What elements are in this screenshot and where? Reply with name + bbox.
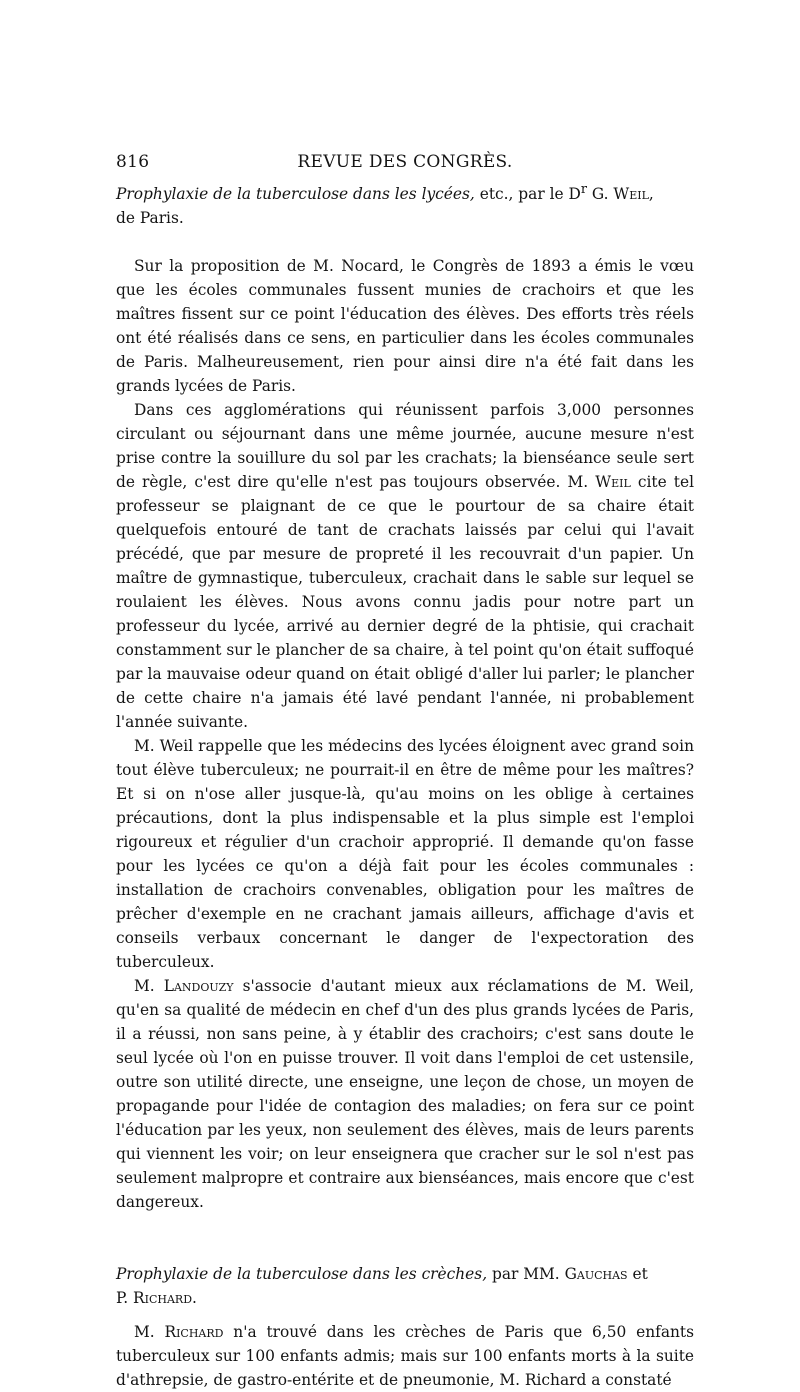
paragraph: [116, 1320, 694, 1392]
author-name: Weil: [595, 473, 631, 492]
running-title: REVUE DES CONGRÈS.: [297, 152, 513, 172]
section-title-author: G. Weil,: [586, 185, 654, 204]
paragraph: [116, 398, 694, 734]
page-number: 816: [116, 152, 150, 172]
author-initial: P.: [116, 1289, 134, 1308]
section-title-rest: et: [627, 1265, 648, 1284]
paragraph: [116, 974, 694, 1214]
section-title-italic: Prophylaxie de la tuberculose dans les crèches,: [116, 1265, 488, 1284]
paragraph-text: M.: [134, 1323, 165, 1342]
running-header: [116, 152, 694, 178]
paragraph-text: Dans ces agglomérations qui réunissent parfois 3,000 personnes circulant ou séjournant dans une même journée, aucune mesure n'est prise contre la souillure du sol par les crachats; la bienséance seule sert de règle, c'est dire qu'elle n'est pas toujours observée. M.: [116, 401, 694, 492]
article-body: [116, 178, 694, 1392]
section-title-place: de Paris.: [116, 209, 184, 228]
paragraph-text: n'a trouvé dans les crèches de Paris que 6,50 enfants tuberculeux sur 100 enfants admis; mais sur 100 enfants morts à la suite d'athrepsie, de gastro-entérite et de pneumonie, M. Richard a constaté: [116, 1323, 694, 1390]
paragraph-text: cite tel professeur se plaignant de ce que le pourtour de sa chaire était quelquefois entouré de tant de crachats laissés par celui qui l'avait précédé, que par mesure de propreté il les recouvrait d'un papier. Un maître de gymnastique, tuberculeux, crachait dans le sable sur lequel se roulaient les élèves. Nous avons connu jadis pour notre part un professeur du lycée, arrivé au dernier degré de la phtisie, qui crachait constamment sur le plancher de sa chaire, à tel point qu'on était suffoqué par la mauvaise odeur quand on était obligé d'aller lui parler; le plancher de cette chaire n'a jamais été lavé pendant l'année, ni probablement l'année suivante.: [116, 473, 694, 732]
author-name: Richard: [164, 1323, 224, 1342]
section-title: [116, 1262, 694, 1310]
paragraph: M. Weil rappelle que les médecins des lycées éloignent avec grand soin tout élève tuberculeux; ne pourrait-il en être de même pour les maîtres? Et si on n'ose aller jusque-là, qu'au moins on les oblige à certaines précautions, dont la plus indispensable et la plus simple est l'emploi rigoureux et régulier d'un crachoir approprié. Il demande qu'on fasse pour les lycées ce qu'on a déjà fait pour les écoles communales : installation de crachoirs convenables, obligation pour les maîtres de prêcher d'exemple en ne crachant jamais ailleurs, affichage d'avis et conseils verbaux concernant le danger de l'expectoration des tuberculeux.: [116, 737, 694, 972]
author-name: Landouzy: [163, 977, 234, 996]
paragraph: Sur la proposition de M. Nocard, le Congrès de 1893 a émis le vœu que les écoles communales fussent munies de crachoirs et que les maîtres fissent sur ce point l'éducation des élèves. Des efforts très réels ont été réalisés dans ce sens, en particulier dans les écoles communales de Paris. Malheureusement, rien pour ainsi dire n'a été fait dans les grands lycées de Paris.: [116, 257, 694, 396]
section-title-rest: par MM.: [487, 1265, 565, 1284]
section-title: [116, 178, 694, 230]
section-title-italic: Prophylaxie de la tuberculose dans les lycées,: [116, 185, 475, 204]
author-name: Gauchas: [564, 1265, 628, 1284]
author-name: Richard.: [133, 1289, 197, 1308]
section-title-sup: r: [580, 182, 587, 197]
paragraph-text: s'associe d'autant mieux aux réclamations de M. Weil, qu'en sa qualité de médecin en chef d'un des plus grands lycées de Paris, il a réussi, non sans peine, à y établir des crachoirs; c'est sans doute le seul lycée où l'on en puisse trouver. Il voit dans l'emploi de cet ustensile, outre son utilité directe, une enseigne, une leçon de chose, un moyen de propagande pour l'idée de contagion des maladies; on fera sur ce point l'éducation par les yeux, non seulement des élèves, mais de leurs parents qui viennent les voir; on leur enseignera que cracher sur le sol n'est pas seulement malpropre et contraire aux bienséances, mais encore que c'est dangereux.: [116, 977, 694, 1212]
section-title-rest: etc., par le D: [474, 185, 581, 204]
paragraph-text: M.: [134, 977, 164, 996]
